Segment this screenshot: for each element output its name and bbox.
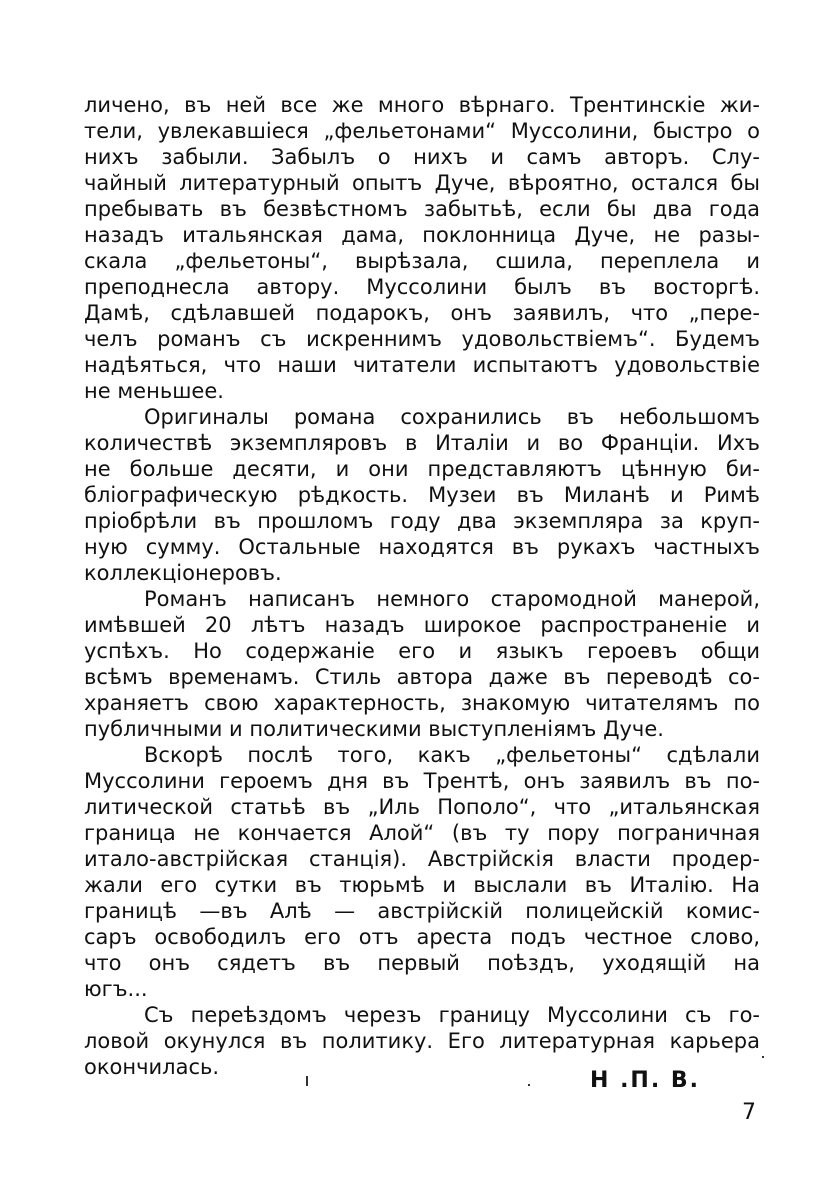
- text-line: окончилась.: [84, 1055, 220, 1079]
- text-line: пребывать въ безвѣстномъ забытьѣ, если бы два года: [84, 197, 760, 221]
- print-speck: [762, 1056, 764, 1058]
- text-line: чайный литературный опытъ Дуче, вѣроятно, остался бы: [84, 171, 760, 195]
- text-line: нихъ забыли. Забылъ о нихъ и самъ авторъ. Слу-: [84, 145, 760, 169]
- text-line: не меньшее.: [84, 379, 224, 403]
- text-line: Дамѣ, сдѣлавшей подарокъ, онъ заявилъ, что „пере-: [84, 301, 760, 325]
- text-line: Оригиналы романа сохранились въ небольшомъ: [144, 405, 760, 429]
- text-line: скала „фельетоны“, вырѣзала, сшила, переплела и: [84, 249, 760, 273]
- text-line: литической статьѣ въ „Иль Пополо“, что „итальянская: [84, 795, 760, 819]
- text-line: Романъ написанъ немного старомодной манерой,: [144, 587, 760, 611]
- text-line: что онъ сядетъ въ первый поѣздъ, уходящій на: [84, 951, 760, 975]
- text-line: успѣхъ. Но содержаніе его и языкъ героевъ общи: [84, 639, 760, 663]
- text-line: ную сумму. Остальные находятся въ рукахъ частныхъ: [84, 535, 760, 559]
- text-line: надѣяться, что наши читатели испытаютъ удовольствіе: [84, 353, 760, 377]
- text-line: пріобрѣли въ прошломъ году два экземпляра за круп-: [84, 509, 760, 533]
- text-line: граница не кончается Алой“ (въ ту пору пограничная: [84, 821, 760, 845]
- text-line: границѣ —въ Алѣ — австрійскій полицейскій комис-: [84, 899, 760, 923]
- text-line: Вскорѣ послѣ того, какъ „фельетоны“ сдѣлали: [144, 743, 760, 767]
- text-line: тели, увлекавшіеся „фельетонами“ Муссолини, быстро о: [84, 119, 760, 143]
- text-line: саръ освободилъ его отъ ареста подъ честное слово,: [84, 925, 760, 949]
- text-line: коллекціонеровъ.: [84, 561, 282, 585]
- text-line: жали его сутки въ тюрьмѣ и выслали въ Италію. На: [84, 873, 760, 897]
- text-line: бліографическую рѣдкость. Музеи въ Миланѣ и Римѣ: [84, 483, 760, 507]
- text-line: публичными и политическими выступленіямъ Дуче.: [84, 717, 664, 741]
- text-line: преподнесла автору. Муссолини былъ въ восторгѣ.: [84, 275, 760, 299]
- text-line: челъ романъ съ искреннимъ удовольствіемъ“. Будемъ: [84, 327, 760, 351]
- text-line: назадъ итальянская дама, поклонница Дуче, не разы-: [84, 223, 760, 247]
- print-speck: [528, 1084, 530, 1086]
- text-line: югъ...: [84, 977, 148, 1001]
- text-line: итало-австрійская станція). Австрійскія власти продер-: [84, 847, 760, 871]
- text-line: Съ переѣздомъ черезъ границу Муссолини съ го-: [144, 1003, 760, 1027]
- text-line: имѣвшей 20 лѣтъ назадъ широкое распространеніе и: [84, 613, 760, 637]
- print-speck: [306, 1076, 308, 1086]
- text-line: количествѣ экземпляровъ в Италіи и во Франціи. Ихъ: [84, 431, 760, 455]
- text-line: храняетъ свою характерность, знакомую читателямъ по: [84, 691, 760, 715]
- body-text: [84, 92, 760, 1080]
- author-signature: Н .П. В.: [590, 1068, 700, 1093]
- text-line: не больше десяти, и они представляютъ цѣнную би-: [84, 457, 760, 481]
- text-line: личено, въ ней все же много вѣрнаго. Трентинскіе жи-: [84, 93, 760, 117]
- page-number: 7: [742, 1100, 756, 1125]
- text-line: Муссолини героемъ дня въ Трентѣ, онъ заявилъ въ по-: [84, 769, 760, 793]
- text-line: ловой окунулся въ политику. Его литературная карьера: [84, 1029, 760, 1053]
- text-line: всѣмъ временамъ. Стиль автора даже въ переводѣ со-: [84, 665, 760, 689]
